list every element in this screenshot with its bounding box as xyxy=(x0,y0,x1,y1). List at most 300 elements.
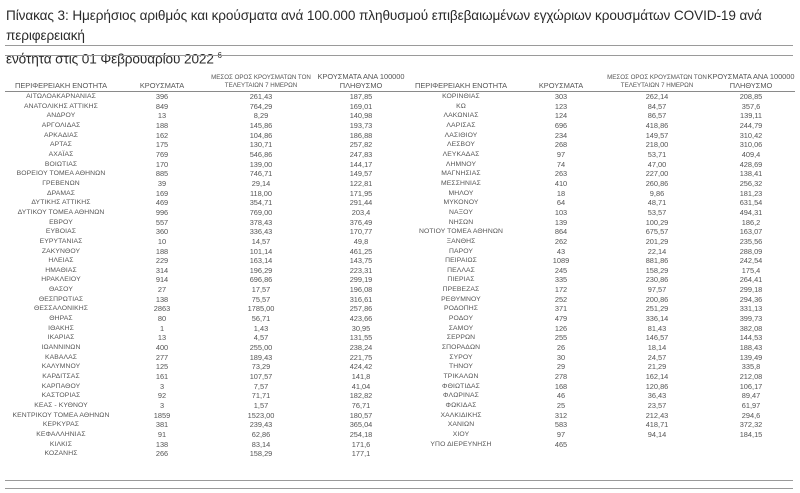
left-region-cell: ΑΝΔΡΟΥ xyxy=(46,112,76,120)
left-avg7-cell: 336,43 xyxy=(249,227,273,237)
right-avg7-cell: 53,57 xyxy=(647,207,667,217)
table-row xyxy=(5,189,795,199)
left-per100k-cell: 182,82 xyxy=(349,391,373,401)
left-per100k-cell: 41,04 xyxy=(351,381,371,391)
right-cases-cell: 1089 xyxy=(552,256,570,266)
right-cases-cell: 696 xyxy=(554,120,568,130)
left-per100k-cell: 376,49 xyxy=(349,217,373,227)
right-cases-cell: 25 xyxy=(556,401,566,410)
left-cases-cell: 138 xyxy=(155,439,169,449)
right-cases-cell: 168 xyxy=(554,381,568,391)
left-region-cell: ΚΑΡΔΙΤΣΑΣ xyxy=(42,373,80,381)
right-cases-cell: 97 xyxy=(556,429,566,439)
right-region-cell: ΤΡΙΚΑΛΩΝ xyxy=(443,373,479,381)
table-row xyxy=(5,247,795,257)
left-per100k-cell: 196,08 xyxy=(349,285,373,295)
left-per100k-cell: 177,1 xyxy=(351,449,371,459)
caption-line-1: Πίνακας 3: Ημερήσιος αριθμός και κρούσματα ανά 100.000 πληθυσμού επιβεβαιωμένων εγχώριων κρουσμάτων COVID-19 ανά περιφερειακή xyxy=(6,8,762,43)
left-region-cell: ΘΕΣΣΑΛΟΝΙΚΗΣ xyxy=(33,305,89,313)
left-per100k-cell: 257,86 xyxy=(349,304,373,314)
left-region-cell: ΙΚΑΡΙΑΣ xyxy=(47,334,75,342)
left-cases-cell: 39 xyxy=(157,178,167,188)
left-avg7-cell: 139,00 xyxy=(249,159,273,169)
right-cases-cell: 139 xyxy=(554,217,568,227)
left-avg7-cell: 7,57 xyxy=(253,381,269,391)
right-per100k-cell: 331,13 xyxy=(739,304,763,314)
left-cases-cell: 360 xyxy=(155,227,169,237)
left-avg7-cell: 163,14 xyxy=(249,256,273,266)
left-region-cell: ΚΟΖΑΝΗΣ xyxy=(44,450,78,458)
left-per100k-cell: 76,71 xyxy=(351,401,371,410)
right-cases-cell: 864 xyxy=(554,227,568,237)
right-cases-cell: 312 xyxy=(554,410,568,420)
table-row xyxy=(5,449,795,459)
left-region-cell: ΚΑΛΥΜΝΟΥ xyxy=(41,363,81,371)
left-cases-cell: 27 xyxy=(157,285,167,295)
header-cases-right: ΚΡΟΥΣΜΑΤΑ xyxy=(515,62,607,92)
header-region-right: ΠΕΡΙΦΕΡΕΙΑΚΗ ΕΝΟΤΗΤΑ xyxy=(407,62,515,92)
table-row xyxy=(5,121,795,131)
right-per100k-cell: 428,69 xyxy=(739,159,763,169)
left-cases-cell: 170 xyxy=(155,159,169,169)
left-region-cell: ΚΑΒΑΛΑΣ xyxy=(44,353,78,361)
left-per100k-cell: 187,85 xyxy=(349,92,373,101)
right-region-cell: ΜΑΓΝΗΣΙΑΣ xyxy=(441,170,481,178)
left-per100k-cell: 257,82 xyxy=(349,140,373,150)
left-cases-cell: 125 xyxy=(155,362,169,372)
right-per100k-cell: 212,08 xyxy=(739,372,763,382)
right-cases-cell: 252 xyxy=(554,294,568,304)
right-region-cell: ΠΡΕΒΕΖΑΣ xyxy=(442,286,480,294)
right-region-cell: ΛΕΥΚΑΔΑΣ xyxy=(442,150,480,158)
left-region-cell: ΒΟΙΩΤΙΑΣ xyxy=(44,160,78,168)
left-per100k-cell: 171,6 xyxy=(351,439,371,449)
right-avg7-cell: 146,57 xyxy=(645,333,669,343)
header-region-left: ΠΕΡΙΦΕΡΕΙΑΚΗ ΕΝΟΤΗΤΑ xyxy=(5,62,117,92)
left-per100k-cell: 149,57 xyxy=(349,169,373,179)
cases-table-container xyxy=(5,62,795,459)
table-row xyxy=(5,218,795,228)
left-per100k-cell: 144,17 xyxy=(349,159,373,169)
left-avg7-cell: 101,14 xyxy=(249,246,273,256)
footnote-reference: 6 xyxy=(217,51,222,60)
right-per100k-cell: 242,54 xyxy=(739,256,763,266)
right-region-cell: ΠΕΛΛΑΣ xyxy=(447,266,475,274)
right-per100k-cell: 335,8 xyxy=(741,362,761,372)
left-region-cell: ΙΘΑΚΗΣ xyxy=(48,324,74,332)
right-avg7-cell: 336,14 xyxy=(645,314,669,324)
left-per100k-cell: 140,98 xyxy=(349,111,373,121)
right-per100k-cell: 139,49 xyxy=(739,352,763,362)
right-avg7-cell: 158,29 xyxy=(645,265,669,275)
right-avg7-cell: 94,14 xyxy=(647,429,667,439)
right-cases-cell: 64 xyxy=(556,198,566,208)
left-per100k-cell: 423,66 xyxy=(349,314,373,324)
right-per100k-cell: 310,06 xyxy=(739,140,763,150)
right-region-cell: ΣΕΡΡΩΝ xyxy=(446,334,476,342)
right-cases-cell: 263 xyxy=(554,169,568,179)
right-avg7-cell: 162,14 xyxy=(645,372,669,382)
table-row xyxy=(5,208,795,218)
left-region-cell: ΓΡΕΒΕΝΩΝ xyxy=(42,179,80,187)
left-avg7-cell: 8,29 xyxy=(253,111,269,121)
left-region-cell: ΙΩΑΝΝΙΝΩΝ xyxy=(41,344,81,352)
left-region-cell: ΑΧΑΪΑΣ xyxy=(48,150,74,158)
right-cases-cell: 303 xyxy=(554,92,568,101)
left-per100k-cell: 365,04 xyxy=(349,420,373,430)
right-avg7-cell: 418,71 xyxy=(645,420,669,430)
table-row xyxy=(5,237,795,247)
caption-line-2: ενότητα στις 01 Φεβρουαρίου 2022 xyxy=(6,51,214,67)
right-cases-cell: 234 xyxy=(554,130,568,140)
right-per100k-cell: 144,53 xyxy=(739,333,763,343)
bottom-rule-2 xyxy=(5,488,793,489)
left-region-cell: ΘΑΣΟΥ xyxy=(48,286,73,294)
right-region-cell: ΛΗΜΝΟΥ xyxy=(445,160,477,168)
left-region-cell: ΕΒΡΟΥ xyxy=(49,218,73,226)
left-avg7-cell: 196,29 xyxy=(249,265,273,275)
left-per100k-cell: 221,75 xyxy=(349,352,373,362)
left-cases-cell: 188 xyxy=(155,120,169,130)
right-per100k-cell: 372,32 xyxy=(739,420,763,430)
right-per100k-cell: 288,09 xyxy=(739,246,763,256)
left-avg7-cell: 239,43 xyxy=(249,420,273,430)
right-region-cell: ΛΕΣΒΟΥ xyxy=(446,141,475,149)
table-row xyxy=(5,333,795,343)
table-row xyxy=(5,295,795,305)
table-header-row xyxy=(5,62,795,92)
right-avg7-cell: 218,00 xyxy=(645,140,669,150)
right-cases-cell: 335 xyxy=(554,275,568,285)
table-row xyxy=(5,102,795,112)
right-avg7-cell xyxy=(607,449,707,459)
left-region-cell: ΚΕΡΚΥΡΑΣ xyxy=(42,421,80,429)
right-per100k-cell: 188,43 xyxy=(739,343,763,353)
table-row xyxy=(5,198,795,208)
right-region-cell: ΚΟΡΙΝΘΙΑΣ xyxy=(442,93,480,100)
left-avg7-cell: 17,57 xyxy=(251,285,271,295)
table-row xyxy=(5,304,795,314)
right-cases-cell: 278 xyxy=(554,372,568,382)
right-avg7-cell: 24,57 xyxy=(647,352,667,362)
left-avg7-cell: 1,43 xyxy=(253,323,269,333)
left-per100k-cell: 171,95 xyxy=(349,188,373,198)
left-avg7-cell: 255,00 xyxy=(249,343,273,353)
table-row xyxy=(5,420,795,430)
left-avg7-cell: 1785,00 xyxy=(247,304,275,314)
table-row xyxy=(5,372,795,382)
left-avg7-cell: 14,57 xyxy=(251,236,271,246)
left-per100k-cell: 131,55 xyxy=(349,333,373,343)
left-cases-cell: 769 xyxy=(155,149,169,159)
header-per100k-right: ΚΡΟΥΣΜΑΤΑ ΑΝΑ 100000 ΠΛΗΘΥΣΜΟ xyxy=(707,62,795,92)
table-row xyxy=(5,150,795,160)
right-region-cell: ΛΑΚΩΝΙΑΣ xyxy=(443,112,479,120)
left-avg7-cell: 107,57 xyxy=(249,372,273,382)
left-per100k-cell: 291,44 xyxy=(349,198,373,208)
left-cases-cell: 3 xyxy=(159,381,165,391)
left-avg7-cell: 1,57 xyxy=(253,401,269,410)
left-avg7-cell: 83,14 xyxy=(251,439,271,449)
right-region-cell: ΣΥΡΟΥ xyxy=(449,353,473,361)
left-cases-cell: 849 xyxy=(155,101,169,111)
left-cases-cell: 381 xyxy=(155,420,169,430)
left-region-cell: ΑΝΑΤΟΛΙΚΗΣ ΑΤΤΙΚΗΣ xyxy=(24,102,98,110)
left-region-cell: ΚΙΛΚΙΣ xyxy=(49,440,73,448)
right-cases-cell: 371 xyxy=(554,304,568,314)
right-cases-cell: 29 xyxy=(556,362,566,372)
right-region-cell: ΛΑΣΙΘΙΟΥ xyxy=(444,131,478,139)
right-per100k-cell: 409,4 xyxy=(741,149,761,159)
table-row xyxy=(5,275,795,285)
right-per100k-cell: 138,41 xyxy=(739,169,763,179)
left-cases-cell: 914 xyxy=(155,275,169,285)
table-row xyxy=(5,314,795,324)
left-per100k-cell: 143,75 xyxy=(349,256,373,266)
right-avg7-cell: 22,14 xyxy=(647,246,667,256)
right-per100k-cell xyxy=(707,440,795,450)
left-cases-cell: 13 xyxy=(157,111,167,121)
table-row xyxy=(5,401,795,411)
left-per100k-cell: 30,95 xyxy=(351,323,371,333)
right-per100k-cell: 106,17 xyxy=(739,381,763,391)
right-region-cell: ΡΟΔΟΥ xyxy=(448,315,474,323)
left-region-cell: ΑΡΤΑΣ xyxy=(50,141,72,149)
left-avg7-cell: 4,57 xyxy=(253,333,269,343)
left-per100k-cell: 247,83 xyxy=(349,149,373,159)
right-region-cell: ΝΑΞΟΥ xyxy=(449,208,473,216)
right-region-cell: ΛΑΡΙΣΑΣ xyxy=(446,121,476,129)
right-avg7-cell: 84,57 xyxy=(647,101,667,111)
right-cases-cell: 410 xyxy=(554,178,568,188)
right-avg7-cell: 48,71 xyxy=(647,198,667,208)
table-row xyxy=(5,92,795,102)
right-region-cell: ΣΠΟΡΑΔΩΝ xyxy=(441,344,481,352)
right-region-cell: ΠΙΕΡΙΑΣ xyxy=(447,276,475,284)
right-region-cell: ΝΗΣΩΝ xyxy=(448,218,474,226)
right-avg7-cell: 260,86 xyxy=(645,178,669,188)
right-avg7-cell: 86,57 xyxy=(647,111,667,121)
left-cases-cell: 175 xyxy=(155,140,169,150)
top-rule-1 xyxy=(5,45,793,46)
right-cases-cell: 255 xyxy=(554,333,568,343)
table-row xyxy=(5,111,795,121)
left-avg7-cell: 29,14 xyxy=(251,178,271,188)
right-cases-cell: 26 xyxy=(556,343,566,353)
right-region-cell: ΜΥΚΟΝΟΥ xyxy=(443,199,479,207)
left-avg7-cell: 546,86 xyxy=(249,149,273,159)
header-cases-left: ΚΡΟΥΣΜΑΤΑ xyxy=(117,62,207,92)
left-cases-cell: 277 xyxy=(155,352,169,362)
header-avg7-left: ΜΕΣΟΣ ΟΡΟΣ ΚΡΟΥΣΜΑΤΩΝ ΤΟΝ ΤΕΛΕΥΤΑΙΩΝ 7 ΗΜΕΡΩΝ xyxy=(207,62,315,92)
right-per100k-cell: 494,31 xyxy=(739,207,763,217)
left-region-cell: ΗΛΕΙΑΣ xyxy=(48,257,74,265)
left-avg7-cell: 75,57 xyxy=(251,294,271,304)
table-row xyxy=(5,353,795,363)
table-row xyxy=(5,440,795,450)
right-avg7-cell: 201,29 xyxy=(645,236,669,246)
left-region-cell: ΗΡΑΚΛΕΙΟΥ xyxy=(41,276,81,284)
left-per100k-cell: 203,4 xyxy=(351,207,371,217)
table-row xyxy=(5,160,795,170)
table-row xyxy=(5,343,795,353)
left-per100k-cell: 180,57 xyxy=(349,410,373,420)
right-region-cell: ΡΕΘΥΜΝΟΥ xyxy=(441,295,481,303)
left-per100k-cell: 49,8 xyxy=(353,236,369,246)
right-cases-cell xyxy=(515,449,607,459)
left-per100k-cell: 461,25 xyxy=(349,246,373,256)
left-per100k-cell: 238,24 xyxy=(349,343,373,353)
right-per100k-cell: 357,6 xyxy=(741,101,761,111)
right-avg7-cell: 36,43 xyxy=(647,391,667,401)
left-region-cell: ΗΜΑΘΙΑΣ xyxy=(45,266,77,274)
left-avg7-cell: 71,71 xyxy=(251,391,271,401)
left-region-cell: ΘΗΡΑΣ xyxy=(49,315,73,323)
right-avg7-cell: 230,86 xyxy=(645,275,669,285)
right-per100k-cell: 264,41 xyxy=(739,275,763,285)
right-per100k-cell: 89,47 xyxy=(741,391,761,401)
right-cases-cell: 46 xyxy=(556,391,566,401)
right-avg7-cell: 149,57 xyxy=(645,130,669,140)
table-row xyxy=(5,430,795,440)
right-cases-cell: 43 xyxy=(556,246,566,256)
left-cases-cell: 996 xyxy=(155,207,169,217)
bottom-rule-1 xyxy=(5,480,793,481)
right-per100k-cell: 235,56 xyxy=(739,236,763,246)
right-per100k-cell: 256,32 xyxy=(739,178,763,188)
right-cases-cell: 172 xyxy=(554,285,568,295)
left-avg7-cell: 764,29 xyxy=(249,101,273,111)
header-avg7-right: ΜΕΣΟΣ ΟΡΟΣ ΚΡΟΥΣΜΑΤΩΝ ΤΟΝ ΤΕΛΕΥΤΑΙΩΝ 7 ΗΜΕΡΩΝ xyxy=(607,62,707,92)
left-region-cell: ΚΕΝΤΡΙΚΟΥ ΤΟΜΕΑ ΑΘΗΝΩΝ xyxy=(12,411,110,419)
left-cases-cell: 1 xyxy=(159,323,165,333)
left-per100k-cell: 316,61 xyxy=(349,294,373,304)
table-caption xyxy=(6,6,796,70)
left-cases-cell: 80 xyxy=(157,314,167,324)
left-cases-cell: 162 xyxy=(155,130,169,140)
left-avg7-cell: 158,29 xyxy=(249,449,273,459)
left-avg7-cell: 378,43 xyxy=(249,217,273,227)
right-per100k-cell: 61,97 xyxy=(741,401,761,410)
right-per100k-cell: 163,07 xyxy=(739,227,763,237)
left-cases-cell: 3 xyxy=(159,401,165,410)
right-avg7-cell: 47,00 xyxy=(647,159,667,169)
right-avg7-cell: 120,86 xyxy=(645,381,669,391)
right-region-cell: ΣΑΜΟΥ xyxy=(448,324,474,332)
left-avg7-cell: 118,00 xyxy=(249,188,273,198)
table-row xyxy=(5,391,795,401)
right-cases-cell: 583 xyxy=(554,420,568,430)
right-avg7-cell: 227,00 xyxy=(645,169,669,179)
table-row xyxy=(5,169,795,179)
left-cases-cell: 266 xyxy=(155,449,169,459)
left-region-cell: ΚΑΡΠΑΘΟΥ xyxy=(41,382,81,390)
table-row xyxy=(5,411,795,421)
left-cases-cell: 161 xyxy=(155,372,169,382)
left-per100k-cell: 170,77 xyxy=(349,227,373,237)
right-region-cell xyxy=(407,449,515,459)
right-region-cell: ΧΑΝΙΩΝ xyxy=(447,421,475,429)
right-avg7-cell: 262,14 xyxy=(645,92,669,101)
left-per100k-cell: 299,19 xyxy=(349,275,373,285)
right-cases-cell: 124 xyxy=(554,111,568,121)
left-per100k-cell: 424,42 xyxy=(349,362,373,372)
right-per100k-cell: 208,85 xyxy=(739,92,763,101)
right-avg7-cell: 97,57 xyxy=(647,285,667,295)
right-per100k-cell: 399,73 xyxy=(739,314,763,324)
left-region-cell: ΚΑΣΤΟΡΙΑΣ xyxy=(41,392,81,400)
left-cases-cell: 188 xyxy=(155,246,169,256)
left-avg7-cell: 746,71 xyxy=(249,169,273,179)
right-avg7-cell: 251,29 xyxy=(645,304,669,314)
right-region-cell: ΧΙΟΥ xyxy=(452,430,470,438)
left-region-cell: ΕΥΒΟΙΑΣ xyxy=(45,228,77,236)
cases-table xyxy=(5,62,795,459)
right-per100k-cell: 184,15 xyxy=(739,429,763,439)
right-avg7-cell: 100,29 xyxy=(645,217,669,227)
table-row xyxy=(5,362,795,372)
table-row xyxy=(5,285,795,295)
right-region-cell: ΝΟΤΙΟΥ ΤΟΜΕΑ ΑΘΗΝΩΝ xyxy=(418,228,504,236)
left-avg7-cell: 189,43 xyxy=(249,352,273,362)
left-per100k-cell: 169,01 xyxy=(349,101,373,111)
left-region-cell: ΑΡΚΑΔΙΑΣ xyxy=(43,131,79,139)
right-region-cell: ΠΑΡΟΥ xyxy=(448,247,474,255)
right-avg7-cell: 81,43 xyxy=(647,323,667,333)
right-per100k-cell: 310,42 xyxy=(739,130,763,140)
left-region-cell: ΘΕΣΠΡΩΤΙΑΣ xyxy=(38,295,84,303)
right-per100k-cell: 631,54 xyxy=(739,198,763,208)
right-per100k-cell: 181,23 xyxy=(739,188,763,198)
left-cases-cell: 10 xyxy=(157,236,167,246)
right-cases-cell: 479 xyxy=(554,314,568,324)
left-cases-cell: 314 xyxy=(155,265,169,275)
left-region-cell: ΚΕΑΣ - ΚΥΘΝΟΥ xyxy=(34,402,88,409)
left-avg7-cell: 1523,00 xyxy=(247,410,275,420)
left-avg7-cell: 104,86 xyxy=(249,130,273,140)
right-per100k-cell: 294,6 xyxy=(741,410,761,420)
right-per100k-cell: 382,08 xyxy=(739,323,763,333)
left-avg7-cell: 145,86 xyxy=(249,120,273,130)
right-cases-cell: 123 xyxy=(554,101,568,111)
right-cases-cell: 126 xyxy=(554,323,568,333)
left-region-cell: ΔΥΤΙΚΟΥ ΤΟΜΕΑ ΑΘΗΝΩΝ xyxy=(17,208,105,216)
right-region-cell: ΠΕΙΡΑΙΩΣ xyxy=(445,257,477,265)
right-per100k-cell: 299,18 xyxy=(739,285,763,295)
right-region-cell: ΧΑΛΚΙΔΙΚΗΣ xyxy=(440,411,482,419)
right-region-cell: ΜΕΣΣΗΝΙΑΣ xyxy=(441,179,481,187)
left-per100k-cell: 193,73 xyxy=(349,120,373,130)
right-cases-cell: 262 xyxy=(554,236,568,246)
right-avg7-cell: 18,14 xyxy=(647,343,667,353)
right-per100k-cell: 244,79 xyxy=(739,120,763,130)
right-avg7-cell: 9,86 xyxy=(649,188,665,198)
left-region-cell: ΕΥΡΥΤΑΝΙΑΣ xyxy=(39,237,83,245)
right-avg7-cell: 881,86 xyxy=(645,256,669,266)
left-cases-cell: 885 xyxy=(155,169,169,179)
right-cases-cell: 74 xyxy=(556,159,566,169)
table-row xyxy=(5,179,795,189)
left-cases-cell: 2863 xyxy=(153,304,171,314)
left-per100k-cell: 223,31 xyxy=(349,265,373,275)
right-avg7-cell: 675,57 xyxy=(645,227,669,237)
left-avg7-cell: 130,71 xyxy=(249,140,273,150)
table-row xyxy=(5,324,795,334)
left-per100k-cell: 254,18 xyxy=(349,429,373,439)
right-region-cell: ΦΛΩΡΙΝΑΣ xyxy=(443,392,479,400)
right-region-cell: ΞΑΝΘΗΣ xyxy=(446,237,476,245)
right-per100k-cell: 186,2 xyxy=(741,217,761,227)
